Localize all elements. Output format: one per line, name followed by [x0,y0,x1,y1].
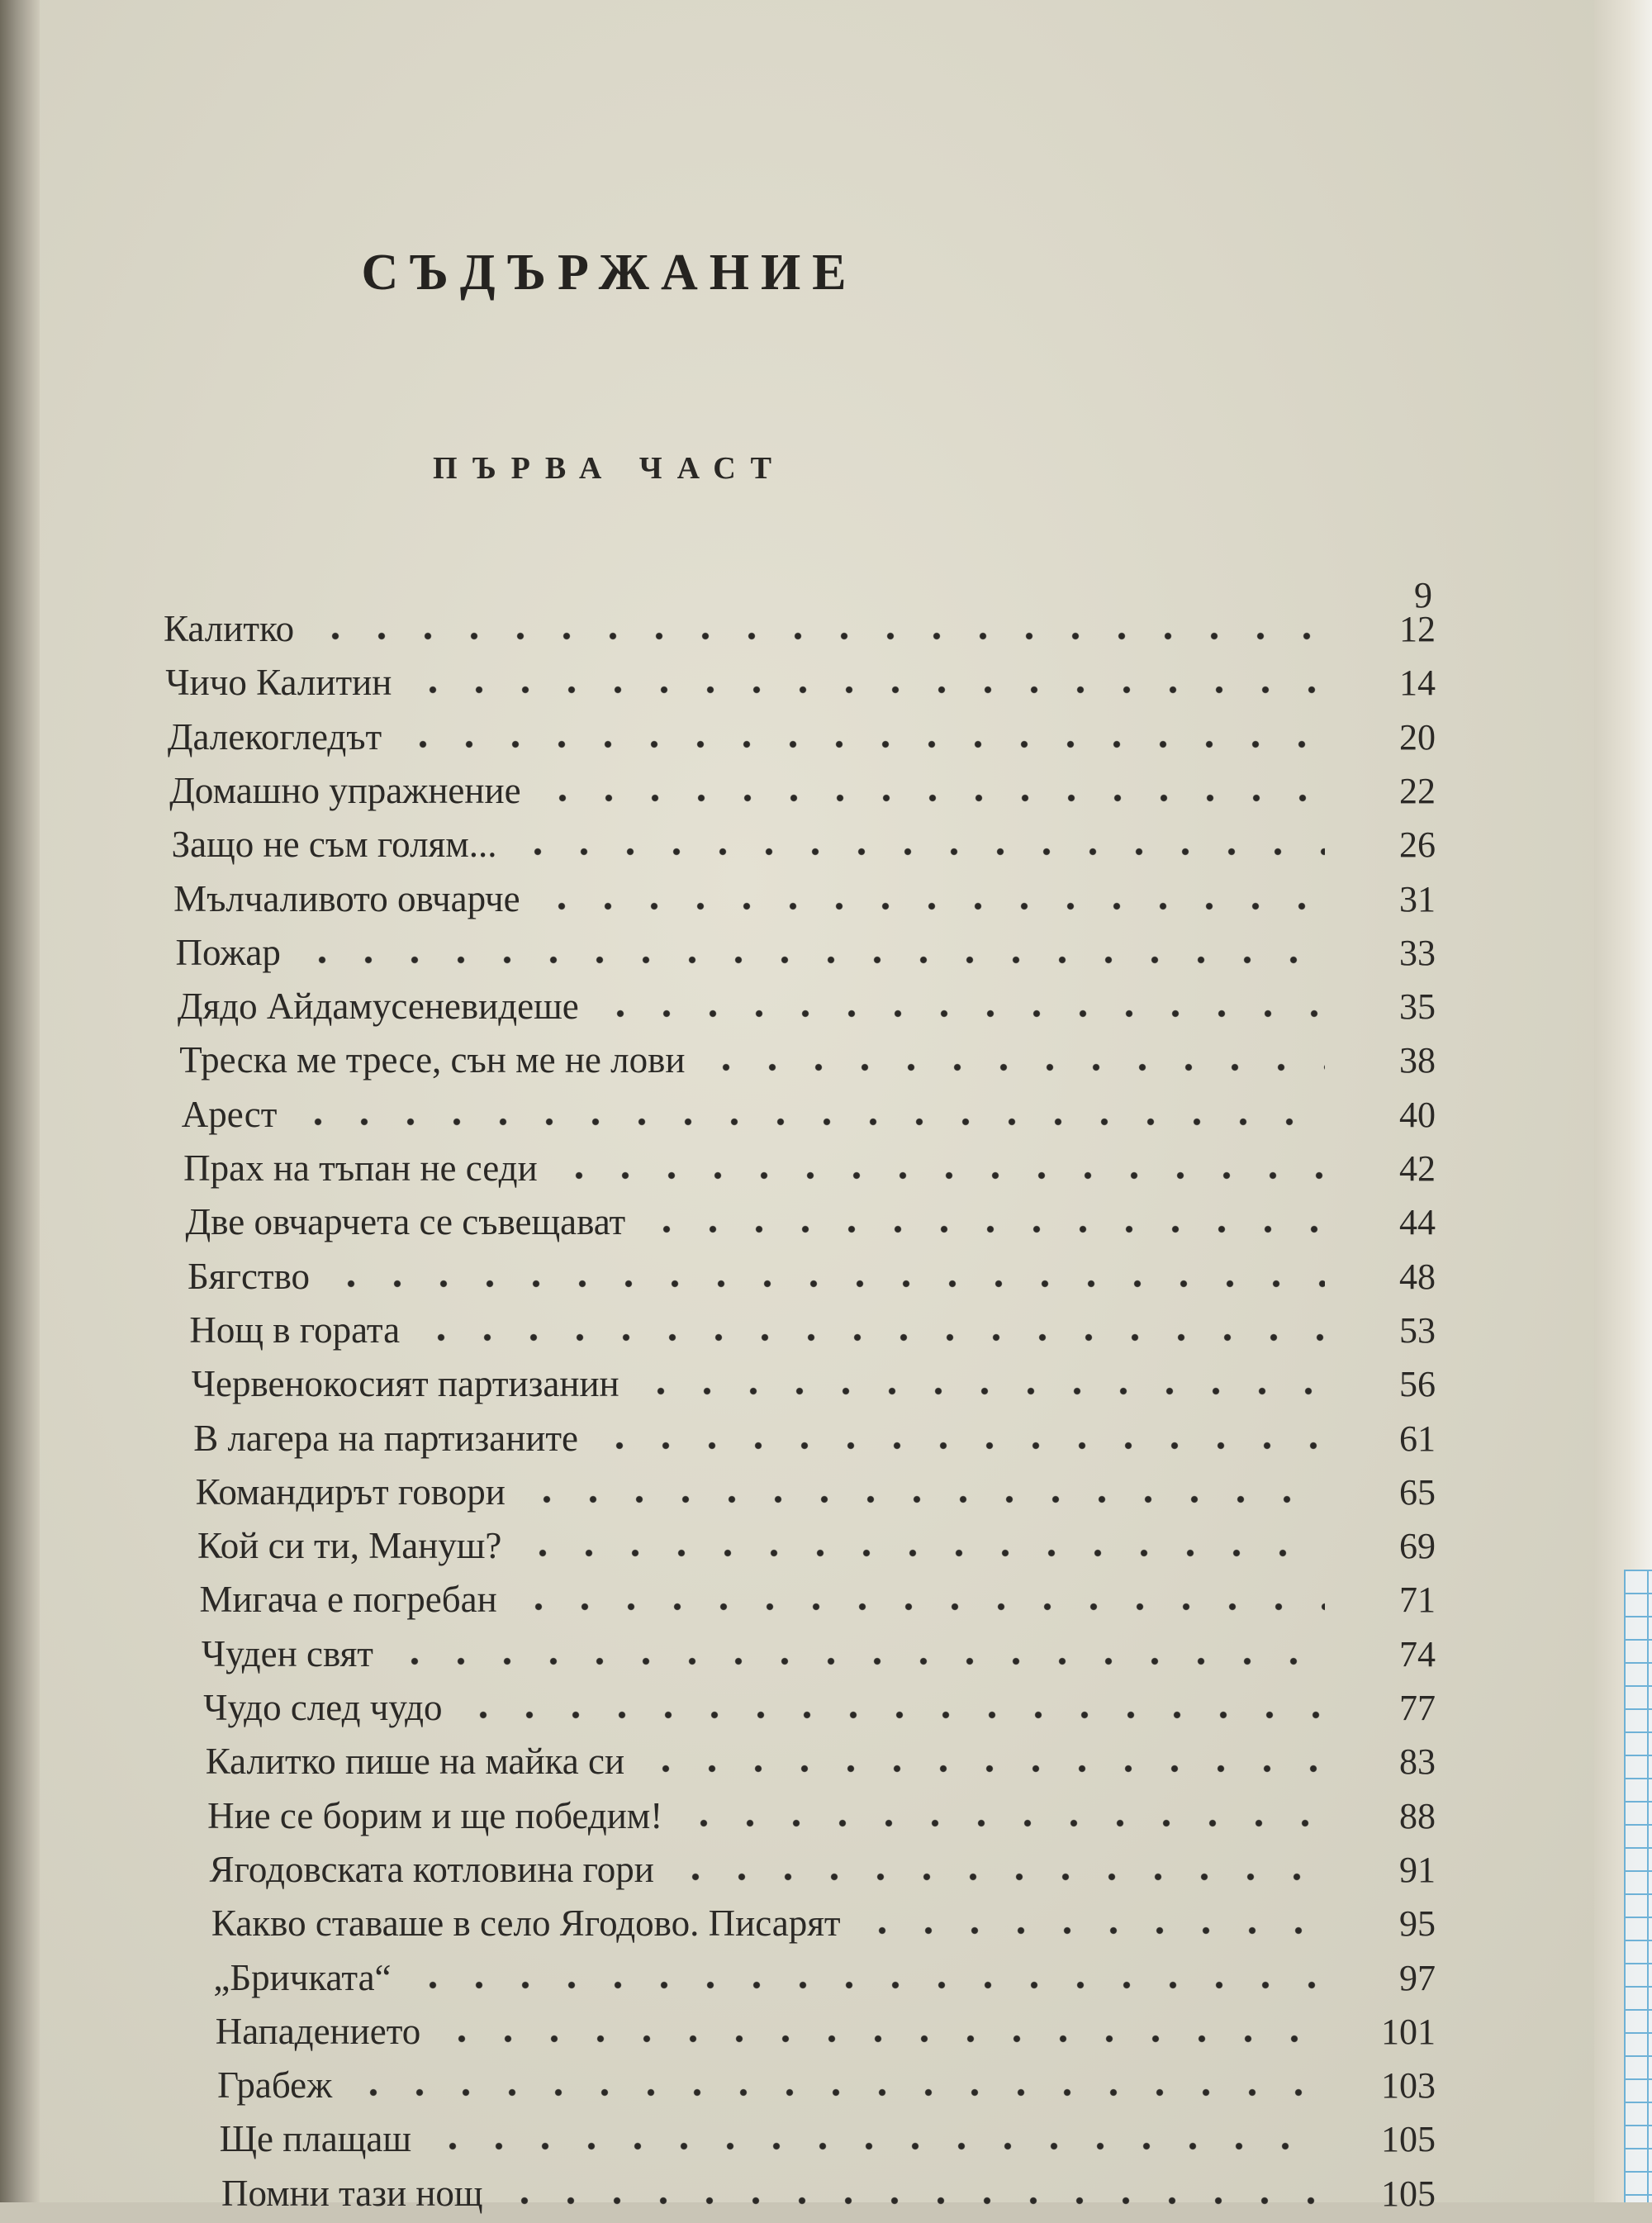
toc-entry-page: 105 [1381,2173,1436,2214]
toc-entry-title: Кой си ти, Мануш? [197,1525,502,1567]
toc-entry [168,715,1436,767]
toc-entry [179,1038,1436,1090]
toc-entry [202,1632,1436,1684]
dot-leader [350,2064,1325,2097]
toc-entry-page: 69 [1398,1526,1436,1567]
dot-leader [681,1795,1325,1828]
toc-entry-title: Защо не съм голям... [171,824,497,866]
dot-leader [638,1363,1325,1396]
dot-leader [515,1579,1325,1612]
toc-entry-page: 103 [1380,2065,1436,2107]
toc-entry-title: Далекогледът [167,715,382,758]
toc-entry-title: Мигача е погребан [199,1579,497,1621]
toc-entry [189,1309,1436,1360]
toc-entry [216,2010,1436,2061]
toc-entry-title: Ние се борим и ще победим! [207,1794,663,1836]
toc-entry-page: 33 [1398,932,1436,973]
toc-entry [182,1093,1436,1144]
toc-entry [221,2172,1436,2223]
dot-leader [859,1902,1325,1936]
toc-entry [186,1200,1436,1252]
book-page [40,0,1601,2214]
toc-entry-page: 12 [1399,609,1436,649]
toc-entry-page: 71 [1398,1579,1436,1621]
toc-entry [172,823,1436,874]
toc-entry [199,1578,1436,1629]
toc-entry-title: Ще плащаш [219,2118,411,2160]
toc-entry [193,1417,1436,1468]
toc-entry [169,769,1436,820]
toc-entry-title: Бягство [187,1255,311,1297]
graph-paper-edge [1624,1570,1652,2202]
toc-entry [210,1848,1436,1899]
toc-entry-page: 35 [1398,986,1436,1028]
dot-leader [418,1309,1325,1342]
toc-entry-title: Чичо Калитин [165,662,392,704]
dot-leader [672,1849,1325,1882]
toc-entry [220,2117,1436,2168]
toc-entry-page: 42 [1398,1148,1436,1189]
toc-entry-page: 74 [1398,1633,1436,1674]
toc-entry [192,1362,1436,1413]
toc-entry [197,1524,1436,1575]
dot-leader [460,1687,1325,1720]
toc-entry-title: Две овчарчета се съвещават [185,1201,626,1243]
dot-leader [524,1471,1325,1504]
toc-entry-title: Мълчаливото овчарче [173,877,520,919]
dot-leader [539,878,1325,911]
toc-entry-title: Грабеж [217,2064,333,2107]
dot-leader [556,1147,1325,1180]
toc-entry-title: Нападението [215,2010,421,2052]
dot-leader [430,2118,1325,2151]
toc-entry-title: Калитко [164,608,295,649]
toc-entry-title: Чудо след чудо [203,1687,443,1728]
toc-entry [217,2064,1436,2115]
dot-leader [312,608,1325,641]
toc-entry-page: 61 [1398,1418,1436,1459]
toc-entry [175,931,1436,982]
toc-entry-page: 53 [1398,1309,1436,1351]
toc-entry-title: „Бричката“ [213,1956,392,1998]
dot-leader [643,1741,1325,1774]
toc-entry-page: 20 [1398,716,1436,758]
toc-entry-page: 101 [1380,2011,1436,2052]
dot-leader [520,1525,1325,1558]
toc-entry-title: Дядо Айдамусеневидеше [177,986,579,1028]
dot-leader [410,1957,1325,1990]
dot-leader [400,716,1325,749]
toc-entry-title: Треска ме тресе, сън ме не лови [179,1039,686,1081]
toc-entry-title: Нощ в гората [189,1309,401,1351]
dot-leader [439,2011,1325,2044]
toc-entry-page: 65 [1398,1471,1436,1513]
toc-entry-page: 56 [1398,1364,1436,1405]
toc-entry-page: 95 [1398,1903,1436,1945]
toc-entry-title: Прах на тъпан не седи [183,1147,538,1189]
dot-leader [328,1256,1325,1289]
toc-entry-title: Домашно упражнение [169,769,521,811]
first-page-number: 9 [1414,575,1432,615]
toc-entry-page: 91 [1398,1849,1436,1890]
toc-entry-page: 31 [1398,878,1436,919]
toc-entries [40,0,1609,2214]
dot-leader [597,986,1325,1019]
toc-entry-title: Калитко пише на майка си [205,1741,625,1783]
dot-leader [295,1094,1325,1127]
toc-entry [183,1147,1436,1198]
toc-entry [213,1956,1436,2007]
toc-entry-page: 14 [1398,663,1436,704]
part-title: ПЪРВА ЧАСТ [433,451,786,486]
toc-entry-page: 40 [1398,1094,1436,1135]
toc-entry [207,1794,1436,1845]
toc-entry-page: 105 [1380,2119,1436,2160]
toc-entry-title: Командирът говори [195,1470,506,1513]
dot-leader [392,1633,1325,1666]
toc-entry [211,1902,1436,1953]
toc-entry-page: 77 [1398,1688,1436,1728]
toc-entry-page: 48 [1398,1256,1436,1297]
toc-entry-page: 97 [1398,1957,1436,1998]
toc-entry-title: Арест [181,1093,278,1135]
toc-entry-title: Помни тази нощ [221,2172,483,2214]
dot-leader [299,932,1325,965]
toc-entry-page: 38 [1398,1040,1436,1081]
toc-entry-title: Ягодовската котловина гори [209,1848,654,1890]
toc-entry-title: Червенокосият партизанин [191,1363,620,1405]
dot-leader [703,1039,1325,1072]
toc-entry-page: 44 [1398,1202,1436,1243]
dot-leader [410,662,1325,695]
dot-leader [596,1418,1325,1451]
toc-entry [206,1740,1436,1791]
dot-leader [643,1201,1325,1234]
toc-entry-title: Чуден свят [201,1632,373,1674]
toc-entry-page: 83 [1398,1741,1436,1783]
dot-leader [501,2173,1325,2206]
toc-entry [164,607,1436,658]
dot-leader [539,770,1325,803]
toc-entry [188,1255,1436,1306]
toc-entry-title: Пожар [175,931,281,973]
toc-entry [196,1470,1436,1522]
dot-leader [515,824,1325,857]
toc-entry [178,985,1436,1036]
toc-entry-title: Какво ставаше в село Ягодово. Писарят [211,1902,841,1945]
toc-entry-page: 26 [1398,824,1436,866]
toc-title: СЪДЪРЖАНИЕ [361,245,858,301]
toc-entry-page: 22 [1398,770,1436,811]
toc-entry [203,1686,1436,1737]
toc-entry [165,661,1436,712]
toc-entry-page: 88 [1398,1795,1436,1836]
toc-entry-title: В лагера на партизаните [193,1417,579,1459]
toc-entry [173,877,1436,929]
